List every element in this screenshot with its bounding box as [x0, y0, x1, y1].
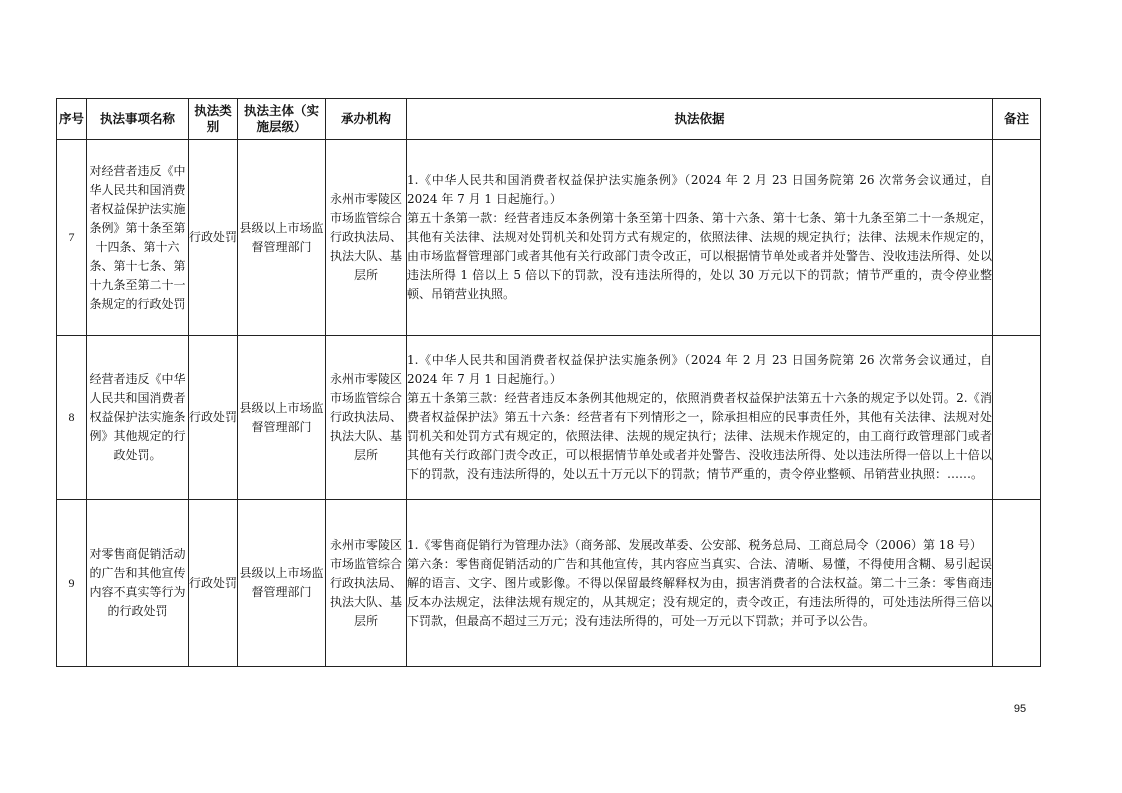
header-note: 备注: [993, 99, 1041, 140]
table-row: [57, 336, 1041, 500]
table-row: [57, 500, 1041, 667]
row-basis: [407, 140, 993, 336]
row-org: 永州市零陵区市场监管综合行政执法局、执法大队、基层所: [326, 140, 407, 336]
header-row: [57, 99, 1041, 140]
row-type: 行政处罚: [189, 500, 238, 667]
basis-paragraph: 第六条：零售商促销活动的广告和其他宣传，其内容应当真实、合法、清晰、易懂，不得使用含糊、易引起误解的语言、文字、图片或影像。不得以保留最终解释权为由，损害消费者的合法权益。第二十三条：零售商违反本办法规定，法律法规有规定的，从其规定；没有规定的，责令改正，有违法所得的，可处违法所得三倍以下罚款，但最高不超过三万元；没有违法所得的，可处一万元以下罚款；并可予以公告。: [407, 556, 992, 628]
basis-paragraph: 1.《中华人民共和国消费者权益保护法实施条例》（2024 年 2 月 23 日国务院第 26 次常务会议通过，自 2024 年 7 月 1 日起施行。）: [407, 173, 992, 206]
row-org: 永州市零陵区市场监管综合行政执法局、执法大队、基层所: [326, 500, 407, 667]
row-type: 行政处罚: [189, 336, 238, 500]
row-org: 永州市零陵区市场监管综合行政执法局、执法大队、基层所: [326, 336, 407, 500]
basis-paragraph: 1.《零售商促销行为管理办法》（商务部、发展改革委、公安部、税务总局、工商总局令（2006）第 18 号）: [407, 537, 982, 552]
row-seq: 8: [57, 336, 87, 500]
header-type: 执法类别: [189, 99, 238, 140]
row-subject: 县级以上市场监督管理部门: [238, 140, 326, 336]
row-basis: [407, 500, 993, 667]
row-seq: 9: [57, 500, 87, 667]
row-note: [993, 500, 1041, 667]
enforcement-table: [56, 98, 1041, 667]
row-note: [993, 336, 1041, 500]
row-name: 经营者违反《中华人民共和国消费者权益保护法实施条例》其他规定的行政处罚。: [87, 336, 189, 500]
row-subject: 县级以上市场监督管理部门: [238, 500, 326, 667]
basis-paragraph: 第五十条第一款：经营者违反本条例第十条至第十四条、第十六条、第十七条、第十九条至第二十一条规定，其他有关法律、法规对处罚机关和处罚方式有规定的，依照法律、法规的规定执行；法律、法规未作规定的，由市场监督管理部门或者其他有关行政部门责令改正，可以根据情节单处或者并处警告、没收违法所得、处以违法所得 1 倍以上 5 倍以下的罚款，没有违法所得的，处以 30 万元以下的罚款；情节严重的，责令停业整顿、吊销营业执照。: [407, 211, 992, 301]
row-basis: [407, 336, 993, 500]
page-number: 95: [1013, 703, 1027, 715]
row-subject: 县级以上市场监督管理部门: [238, 336, 326, 500]
basis-paragraph: 1.《中华人民共和国消费者权益保护法实施条例》（2024 年 2 月 23 日国务院第 26 次常务会议通过，自 2024 年 7 月 1 日起施行。）: [407, 353, 992, 386]
header-basis: 执法依据: [407, 99, 993, 140]
header-org: 承办机构: [326, 99, 407, 140]
row-seq: 7: [57, 140, 87, 336]
row-type: 行政处罚: [189, 140, 238, 336]
row-note: [993, 140, 1041, 336]
header-seq: 序号: [57, 99, 87, 140]
basis-paragraph: 第五十条第三款：经营者违反本条例其他规定的，依照消费者权益保护法第五十六条的规定予以处罚。2.《消费者权益保护法》第五十六条：经营者有下列情形之一，除承担相应的民事责任外，其他有关法律、法规对处罚机关和处罚方式有规定的，依照法律、法规的规定执行；法律、法规未作规定的，由工商行政管理部门或者其他有关行政部门责令改正，可以根据情节单处或者并处警告、没收违法所得、处以违法所得一倍以上十倍以下的罚款，没有违法所得的，处以五十万元以下的罚款；情节严重的，责令停业整顿、吊销营业执照：……。: [407, 391, 992, 481]
row-name: 对经营者违反《中华人民共和国消费者权益保护法实施条例》第十条至第十四条、第十六条、第十七条、第十九条至第二十一条规定的行政处罚: [87, 140, 189, 336]
table-row: [57, 140, 1041, 336]
header-subject: 执法主体（实施层级）: [238, 99, 326, 140]
header-name: 执法事项名称: [87, 99, 189, 140]
row-name: 对零售商促销活动的广告和其他宣传内容不真实等行为的行政处罚: [87, 500, 189, 667]
